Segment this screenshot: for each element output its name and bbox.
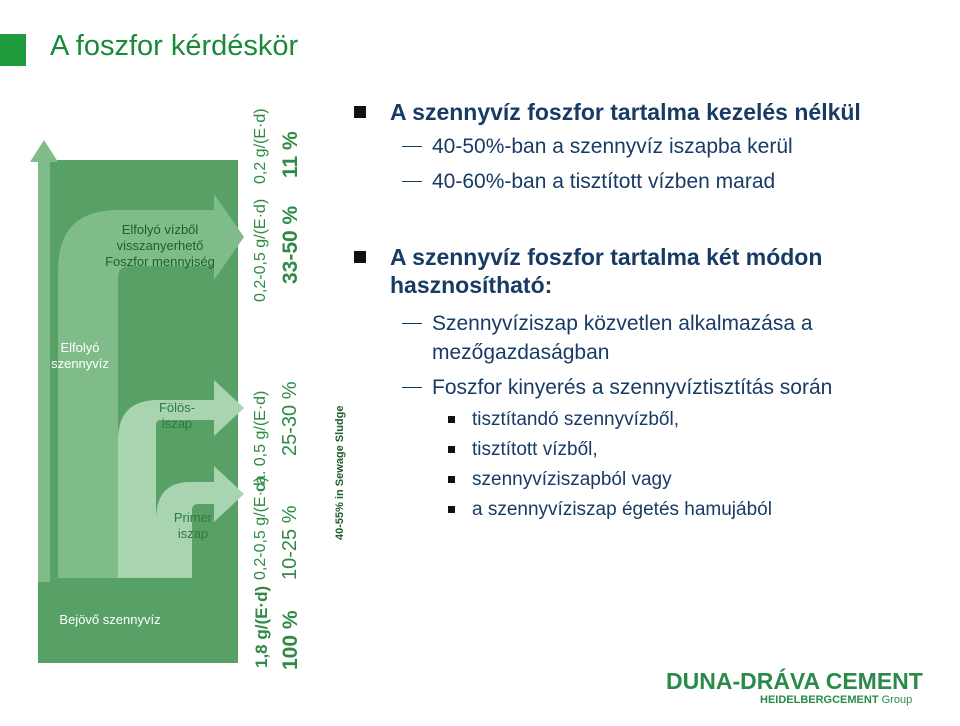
sewage-sludge-note: 40-55% in Sewage Sludge: [334, 405, 346, 540]
bullet-level1: [352, 243, 952, 299]
excess-sludge-label: [150, 400, 204, 432]
bullet-text: 40-50%-ban a szennyvíz iszapba kerül: [432, 135, 793, 158]
bullet-text-line: mezőgazdaságban: [432, 341, 610, 364]
small-square-bullet-icon: [448, 476, 455, 483]
bullet-level2: [352, 373, 952, 402]
excess-load-label: ca. 0,5 g/(E·d): [252, 390, 269, 492]
square-bullet-icon: [354, 106, 366, 118]
recoverable-label-line: visszanyerhető: [116, 238, 204, 253]
dash-bullet-icon: [402, 181, 422, 182]
primary-percent-label: 10-25 %: [279, 505, 301, 580]
bullet-level2: [352, 309, 952, 367]
bullet-text-line: hasznosítható:: [390, 272, 553, 298]
excess-sludge-label-line: Fölös-: [158, 400, 196, 415]
recoverable-percent-label: 33-50 %: [279, 205, 302, 284]
effluent-label: Elfolyó szennyvíz: [51, 340, 109, 371]
dash-bullet-icon: [402, 323, 422, 324]
bullet-list: [352, 98, 952, 525]
bullet-level2: [352, 167, 952, 196]
bullet-text: a szennyvíziszap égetés hamujából: [472, 499, 772, 520]
effluent-arrow-head: [30, 140, 58, 162]
small-square-bullet-icon: [448, 416, 455, 423]
recoverable-label: [80, 222, 240, 270]
incoming-percent-label: 100 %: [279, 610, 302, 670]
primary-sludge-label-line: iszap: [177, 526, 209, 541]
excess-sludge-label-line: iszap: [161, 416, 193, 431]
logo-sub-light: Group: [878, 694, 913, 706]
primary-sludge-label-line: Primer: [173, 510, 213, 525]
logo-sub-bold: HEIDELBERGCEMENT: [760, 694, 879, 706]
excess-percent-label: 25-30 %: [279, 381, 301, 456]
small-square-bullet-icon: [448, 446, 455, 453]
bullet-level3: [352, 405, 952, 435]
bullet-level3: [352, 435, 952, 465]
bullet-text: szennyvíziszapból vagy: [472, 469, 672, 490]
incoming-label: Bejövő szennyvíz: [59, 612, 161, 627]
small-square-bullet-icon: [448, 506, 455, 513]
bullet-level2: [352, 132, 952, 161]
recoverable-label-line: Elfolyó vízből: [121, 222, 199, 237]
dash-bullet-icon: [402, 387, 422, 388]
recoverable-load-label: 0,2-0,5 g/(E·d): [252, 198, 269, 302]
bullet-text: 40-60%-ban a tisztított vízben marad: [432, 170, 776, 193]
primary-sludge-label: [166, 510, 220, 542]
bullet-level1: [352, 98, 952, 126]
effluent-percent-label: 11 %: [279, 131, 302, 178]
company-logo-subtext: [760, 694, 912, 706]
incoming-load-label: 1,8 g/(E·d): [252, 585, 271, 668]
dash-bullet-icon: [402, 146, 422, 147]
square-bullet-icon: [354, 251, 366, 263]
bullet-text: tisztított vízből,: [472, 439, 598, 460]
page-title: A foszfor kérdéskör: [50, 30, 299, 62]
effluent-arrow-shaft: [38, 162, 50, 582]
primary-load-label: 0,2-0,5 g/(E·d): [252, 476, 269, 580]
bullet-level3: [352, 465, 952, 495]
bullet-text-line: Szennyvíziszap közvetlen alkalmazása a: [432, 312, 813, 335]
company-logo-text: DUNA-DRÁVA CEMENT: [666, 668, 923, 694]
bullet-level3: [352, 495, 952, 525]
bullet-text: tisztítandó szennyvízből,: [472, 409, 679, 430]
bullet-text: A szennyvíz foszfor tartalma kezelés nélkül: [390, 99, 861, 125]
effluent-load-label: 0,2 g/(E·d): [252, 108, 269, 184]
recoverable-label-line: Foszfor mennyiség: [105, 254, 215, 269]
bullet-text-line: A szennyvíz foszfor tartalma két módon: [390, 244, 823, 270]
bullet-text: Foszfor kinyerés a szennyvíztisztítás során: [432, 376, 833, 399]
